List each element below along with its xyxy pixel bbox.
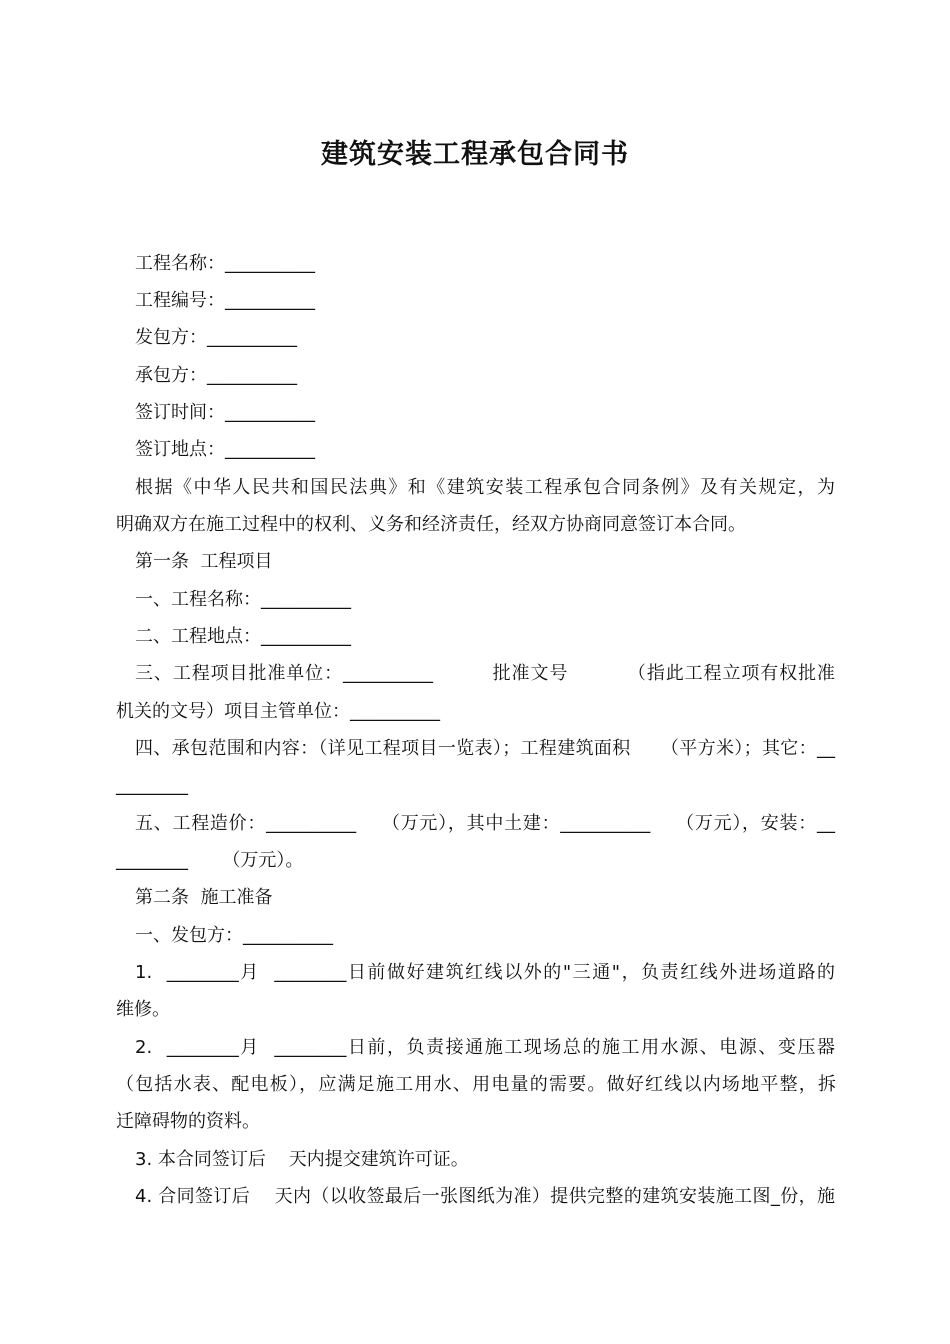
article-2-item-4-line-1: 4. 合同签订后 天内（以收签最后一张图纸为准）提供完整的建筑安装施工图_份，施 (135, 1186, 835, 1207)
field-project-number: 工程编号：__________ (135, 290, 315, 311)
article-1-item-3-line-1: 三、工程项目批准单位：__________ 批准文号 （指此工程立项有权批准 (135, 663, 835, 684)
article-1-item-4-line-1: 四、承包范围和内容：（详见工程项目一览表）；工程建筑面积 （平方米）；其它：__ (135, 738, 835, 759)
field-sign-place: 签订地点：__________ (135, 439, 315, 460)
article-2-item-1-line-1: 1. ________月 ________日前做好建筑红线以外的"三通"，负责红线外进场道路的 (135, 962, 835, 983)
article-1-item-5-line-2: ________ （万元）。 (116, 850, 304, 871)
article-1-item-1: 一、工程名称：__________ (135, 589, 351, 610)
field-sign-date: 签订时间：__________ (135, 402, 315, 423)
paragraph-preamble-line-1: 根据《中华人民共和国民法典》和《建筑安装工程承包合同条例》及有关规定，为 (135, 477, 835, 498)
article-1-item-3-line-2: 机关的文号）项目主管单位：__________ (116, 701, 440, 722)
paragraph-preamble-line-2: 明确双方在施工过程中的权利、义务和经济责任，经双方协商同意签订本合同。 (116, 514, 746, 535)
article-1-item-5-line-1: 五、工程造价：__________ （万元），其中土建：__________ （万元），安装：__ (135, 813, 835, 834)
article-2-heading: 第二条 施工准备 (135, 887, 273, 908)
article-2-item-2-line-1: 2. ________月 ________日前，负责接通施工现场总的施工用水源、电源、变压器 (135, 1037, 835, 1058)
article-2-subheading-employer: 一、发包方：__________ (135, 925, 333, 946)
article-2-item-3: 3. 本合同签订后 天内提交建筑许可证。 (135, 1149, 469, 1170)
article-2-item-2-line-2: （包括水表、配电板），应满足施工用水、用电量的需要。做好红线以内场地平整，拆 (116, 1074, 836, 1095)
field-contractor: 承包方：__________ (135, 365, 297, 386)
article-1-heading: 第一条 工程项目 (135, 551, 273, 572)
document-title: 建筑安装工程承包合同书 (321, 139, 629, 170)
article-2-item-2-line-3: 迁障碍物的资料。 (116, 1111, 260, 1132)
article-1-item-2: 二、工程地点：__________ (135, 626, 351, 647)
field-employer: 发包方：__________ (135, 327, 297, 348)
article-2-item-1-line-2: 维修。 (116, 999, 170, 1020)
field-project-name: 工程名称：__________ (135, 253, 315, 274)
article-1-item-4-line-2: ________ (116, 775, 188, 796)
